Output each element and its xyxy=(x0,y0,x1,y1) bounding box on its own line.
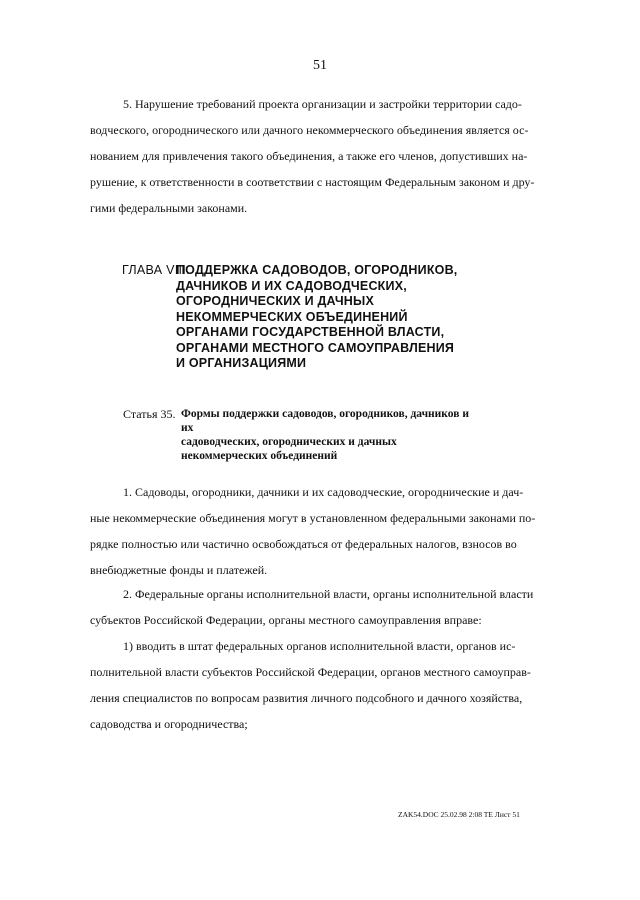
article-title xyxy=(181,407,481,463)
text-line: 2. Федеральные органы исполнительной власти, органы исполнительной власти xyxy=(123,587,534,601)
text-line: внебюджетные фонды и платежей. xyxy=(90,563,268,577)
article-35-paragraph-2-item-1 xyxy=(90,633,572,737)
text-line: 1) вводить в штат федеральных органов исполнительной власти, органов ис- xyxy=(123,639,516,653)
chapter-title xyxy=(176,263,536,372)
text-line: водческого, огороднического или дачного некоммерческого объединения является ос- xyxy=(90,123,529,137)
article-35-paragraph-2 xyxy=(90,581,572,633)
text-line: субъектов Российской Федерации, органы местного самоуправления вправе: xyxy=(90,613,482,627)
chapter-title-line: ОГОРОДНИЧЕСКИХ И ДАЧНЫХ xyxy=(176,294,375,308)
page-number: 51 xyxy=(313,58,327,73)
text-line: ления специалистов по вопросам развития личного подсобного и дачного хозяйства, xyxy=(90,691,523,705)
text-line: гими федеральными законами. xyxy=(90,201,248,215)
document-footer: ZAK54.DOC 25.02.98 2:08 TE Лист 51 xyxy=(398,810,520,819)
chapter-title-line: ПОДДЕРЖКА САДОВОДОВ, ОГОРОДНИКОВ, xyxy=(176,263,458,277)
chapter-title-line: ОРГАНАМИ ГОСУДАРСТВЕННОЙ ВЛАСТИ, xyxy=(176,325,445,339)
chapter-label: ГЛАВА VIII. xyxy=(122,263,190,277)
text-line: садоводства и огородничества; xyxy=(90,717,248,731)
article-label: Статья 35. xyxy=(123,407,176,421)
article-title-line: садоводческих, огороднических и дачных xyxy=(181,436,397,448)
chapter-title-line: ДАЧНИКОВ И ИХ САДОВОДЧЕСКИХ, xyxy=(176,278,407,293)
chapter-title-line: И ОРГАНИЗАЦИЯМИ xyxy=(176,356,307,370)
text-line: 1. Садоводы, огородники, дачники и их садоводческие, огороднические и дач- xyxy=(123,485,524,499)
text-line: ные некоммерческие объединения могут в установленном федеральными законами по- xyxy=(90,511,536,525)
text-line: нованием для привлечения такого объединения, а также его членов, допустивших на- xyxy=(90,149,528,163)
article-title-line: некоммерческих объединений xyxy=(181,450,338,462)
text-line: рушение, к ответственности в соответствии с настоящим Федеральным законом и дру- xyxy=(90,175,535,189)
article-35-paragraph-1 xyxy=(90,479,572,583)
paragraph-5 xyxy=(90,91,572,221)
text-line: рядке полностью или частично освобождаться от федеральных налогов, взносов во xyxy=(90,537,517,551)
article-title-line: Формы поддержки садоводов, огородников, дачников и их xyxy=(181,408,469,434)
text-line: полнительной власти субъектов Российской Федерации, органов местного самоуправ- xyxy=(90,665,531,679)
text-line: 5. Нарушение требований проекта организации и застройки территории садо- xyxy=(123,97,522,111)
chapter-title-line: ОРГАНАМИ МЕСТНОГО САМОУПРАВЛЕНИЯ xyxy=(176,340,455,355)
chapter-title-line: НЕКОММЕРЧЕСКИХ ОБЪЕДИНЕНИЙ xyxy=(176,309,408,324)
